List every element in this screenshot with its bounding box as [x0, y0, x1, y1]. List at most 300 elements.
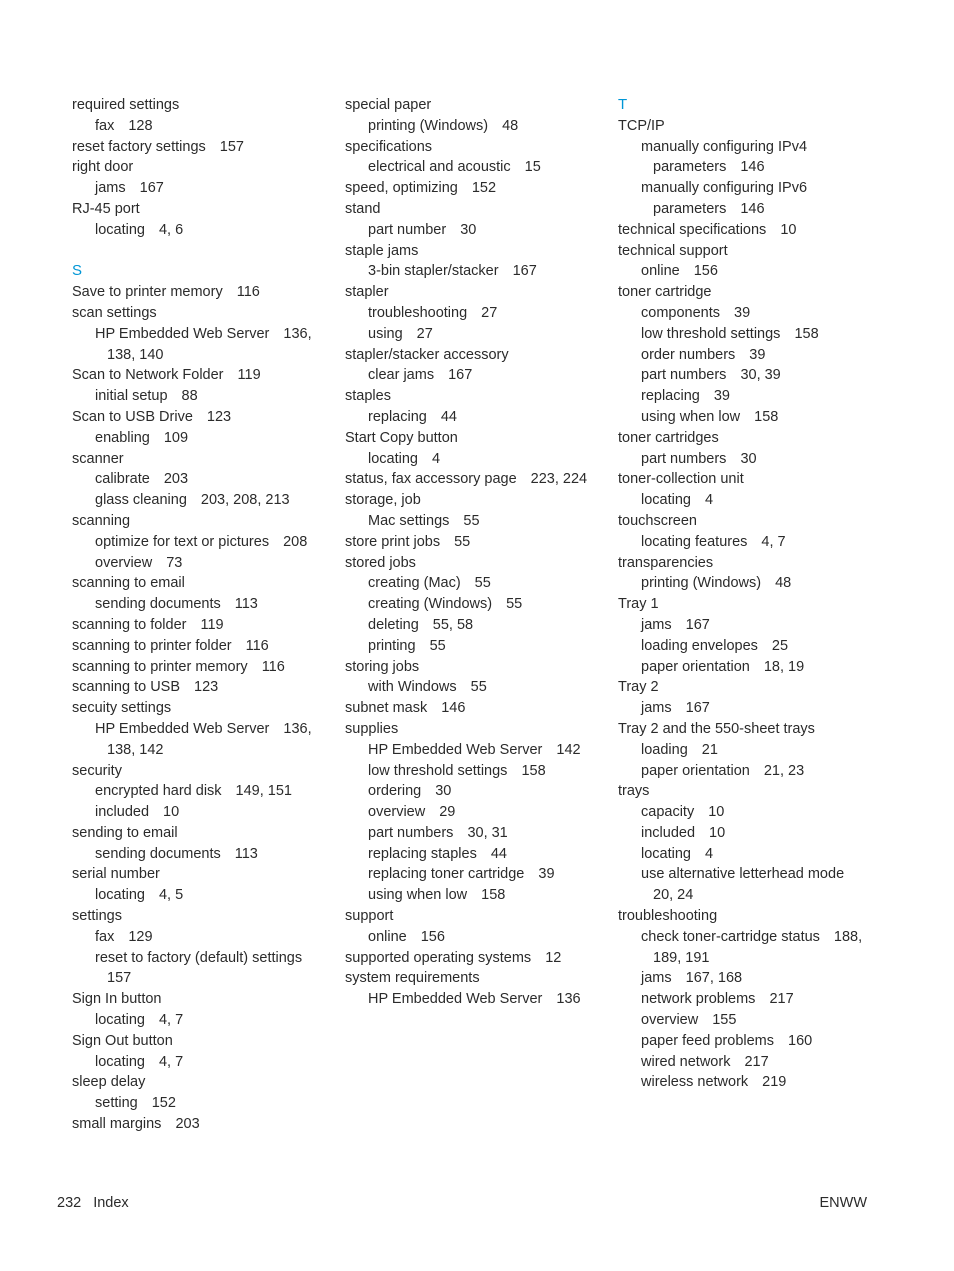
- index-page-ref: 128: [128, 117, 153, 134]
- index-entry: [345, 178, 605, 199]
- index-term: troubleshooting: [368, 304, 468, 321]
- index-page-ref: 4: [704, 845, 714, 862]
- index-page-ref: 167: [685, 700, 710, 717]
- index-entry: [345, 428, 605, 449]
- index-entry: [72, 1072, 332, 1093]
- section-label: Index: [93, 1195, 129, 1211]
- index-term: Start Copy button: [345, 429, 458, 446]
- index-term: locating: [95, 887, 145, 904]
- index-term: locating: [95, 221, 145, 238]
- index-term: Mac settings: [368, 512, 450, 529]
- index-page-ref: 4, 7: [158, 1012, 184, 1029]
- index-page-ref: 55: [506, 596, 523, 613]
- index-page-ref: 188,: [833, 928, 863, 945]
- index-term: using: [368, 325, 403, 342]
- index-page-ref: 39: [538, 866, 555, 883]
- index-term: with Windows: [368, 679, 457, 696]
- index-term: security: [72, 762, 122, 779]
- index-page-ref: 142: [556, 741, 581, 758]
- index-term: jams: [641, 970, 672, 987]
- index-subentry: [345, 885, 605, 906]
- index-term: manually configuring IPv6: [641, 180, 808, 197]
- index-subentry: [618, 927, 878, 948]
- index-term: sending documents: [95, 596, 221, 613]
- index-term: part numbers: [368, 824, 454, 841]
- index-subentry: [345, 573, 605, 594]
- index-spacer: [72, 241, 332, 262]
- index-page-ref: 136: [556, 991, 581, 1008]
- index-term: printing (Windows): [641, 575, 762, 592]
- index-subentry: [618, 261, 878, 282]
- index-page-ref: 149, 151: [235, 783, 292, 800]
- index-subentry: [345, 615, 605, 636]
- index-page-ref: 167: [512, 263, 537, 280]
- index-term: Save to printer memory: [72, 284, 223, 301]
- index-term: HP Embedded Web Server: [368, 991, 543, 1008]
- index-term: overview: [368, 804, 426, 821]
- index-entry: [72, 698, 332, 719]
- index-page-ref: 158: [754, 408, 779, 425]
- index-entry: [618, 241, 878, 262]
- index-entry: [345, 345, 605, 366]
- index-subentry: [72, 927, 332, 948]
- index-continuation: [618, 199, 878, 220]
- index-subentry: [345, 989, 605, 1010]
- index-term: transparencies: [618, 554, 714, 571]
- index-term: toner cartridge: [618, 284, 712, 301]
- index-page-ref: 152: [471, 180, 497, 197]
- index-term: HP Embedded Web Server: [368, 741, 543, 758]
- index-subentry: [345, 594, 605, 615]
- index-term: paper feed problems: [641, 1032, 774, 1049]
- index-term: manually configuring IPv4: [641, 138, 808, 155]
- index-entry: [72, 137, 332, 158]
- index-term: specifications: [345, 138, 433, 155]
- index-page-ref: 27: [481, 304, 498, 321]
- index-term: locating: [368, 450, 418, 467]
- index-entry: [345, 698, 605, 719]
- index-page-ref: 10: [780, 221, 797, 238]
- index-page-ref: 123: [194, 679, 219, 696]
- index-subentry: [72, 386, 332, 407]
- index-term: 138, 140: [107, 346, 164, 363]
- index-subentry: [345, 511, 605, 532]
- index-continuation: [72, 345, 332, 366]
- index-term: scan settings: [72, 304, 157, 321]
- index-continuation: [72, 968, 332, 989]
- index-term: scanning: [72, 512, 131, 529]
- index-page-ref: 10: [163, 804, 180, 821]
- index-term: replacing toner cartridge: [368, 866, 525, 883]
- index-term: technical specifications: [618, 221, 767, 238]
- index-term: stapler: [345, 284, 389, 301]
- index-term: locating: [95, 1053, 145, 1070]
- index-subentry: [72, 178, 332, 199]
- index-term: locating: [641, 845, 691, 862]
- index-term: required settings: [72, 97, 180, 113]
- index-term: loading envelopes: [641, 637, 758, 654]
- index-page-ref: 55, 58: [432, 616, 474, 633]
- index-entry: [72, 906, 332, 927]
- index-subentry: [618, 657, 878, 678]
- index-subentry: [618, 532, 878, 553]
- index-page-ref: 4, 7: [158, 1053, 184, 1070]
- index-term: capacity: [641, 804, 695, 821]
- index-entry: [345, 719, 605, 740]
- index-subentry: [618, 864, 878, 885]
- index-subentry: [345, 844, 605, 865]
- index-term: ordering: [368, 783, 422, 800]
- index-term: technical support: [618, 242, 728, 259]
- index-term: replacing staples: [368, 845, 477, 862]
- index-term: paper orientation: [641, 762, 750, 779]
- page-number: 232: [57, 1195, 82, 1211]
- index-subentry: [345, 823, 605, 844]
- index-entry: [345, 386, 605, 407]
- index-term: staple jams: [345, 242, 419, 259]
- index-continuation: [618, 157, 878, 178]
- index-page-ref: 203: [175, 1116, 200, 1133]
- index-term: reset to factory (default) settings: [95, 949, 303, 966]
- index-page-ref: 10: [708, 804, 725, 821]
- index-subentry: [345, 324, 605, 345]
- index-term: special paper: [345, 97, 432, 113]
- index-page-ref: 27: [416, 325, 433, 342]
- index-entry: [345, 906, 605, 927]
- index-page-ref: 21, 23: [763, 762, 805, 779]
- index-page-ref: 39: [734, 304, 751, 321]
- index-entry: [618, 906, 878, 927]
- index-page-ref: 156: [693, 263, 718, 280]
- index-term: storing jobs: [345, 658, 420, 675]
- index-page-ref: 4, 5: [158, 887, 184, 904]
- index-term: supplies: [345, 720, 399, 737]
- index-entry: [72, 303, 332, 324]
- index-term: RJ-45 port: [72, 200, 140, 217]
- index-subentry: [345, 636, 605, 657]
- index-subentry: [72, 324, 332, 345]
- index-page-ref: 219: [762, 1074, 787, 1091]
- index-term: online: [641, 263, 680, 280]
- index-entry: [618, 116, 878, 137]
- index-term: low threshold settings: [368, 762, 508, 779]
- index-subentry: [618, 1072, 878, 1093]
- index-term: wired network: [641, 1053, 731, 1070]
- index-term: included: [95, 804, 150, 821]
- index-subentry: [72, 532, 332, 553]
- index-page-ref: 44: [440, 408, 457, 425]
- index-page-ref: 223, 224: [530, 471, 588, 488]
- index-subentry: [618, 761, 878, 782]
- index-subentry: [618, 303, 878, 324]
- index-entry: [618, 469, 878, 490]
- index-entry: [345, 95, 605, 116]
- index-subentry: [72, 116, 332, 137]
- index-page-ref: 116: [245, 637, 269, 654]
- index-page-ref: 18, 19: [763, 658, 805, 675]
- index-page-ref: 39: [713, 388, 730, 405]
- index-continuation: [618, 885, 878, 906]
- index-page-ref: 30: [435, 783, 452, 800]
- index-entry: [345, 282, 605, 303]
- footer-right: [819, 1193, 867, 1213]
- index-term: serial number: [72, 866, 160, 883]
- index-term: encrypted hard disk: [95, 783, 222, 800]
- index-term: network problems: [641, 991, 756, 1008]
- index-page-ref: 208: [283, 533, 308, 550]
- index-term: scanner: [72, 450, 124, 467]
- index-entry: [345, 137, 605, 158]
- index-page-ref: 152: [151, 1095, 176, 1112]
- index-term: system requirements: [345, 970, 480, 987]
- index-page-ref: 73: [166, 554, 183, 571]
- index-term: Sign Out button: [72, 1032, 173, 1049]
- index-subentry: [72, 553, 332, 574]
- index-letter-heading: S: [72, 262, 83, 280]
- index-page-ref: 158: [481, 887, 506, 904]
- index-term: stored jobs: [345, 554, 416, 571]
- index-term: 157: [107, 970, 132, 987]
- index-term: parameters: [653, 159, 727, 176]
- index-term: using when low: [368, 887, 468, 904]
- index-subentry: [72, 781, 332, 802]
- index-subentry: [72, 220, 332, 241]
- index-page-ref: 146: [441, 700, 466, 717]
- index-entry: [72, 95, 332, 116]
- index-term: parameters: [653, 200, 727, 217]
- index-entry: [618, 511, 878, 532]
- index-entry: [72, 407, 332, 428]
- index-entry: [72, 282, 332, 303]
- index-page-ref: 158: [794, 325, 819, 342]
- index-subentry: [618, 740, 878, 761]
- index-page-ref: 48: [775, 575, 792, 592]
- footer-left: [57, 1193, 129, 1213]
- index-term: online: [368, 928, 407, 945]
- index-page-ref: 109: [163, 429, 189, 446]
- index-subentry: [618, 844, 878, 865]
- index-term: supported operating systems: [345, 949, 532, 966]
- index-term: electrical and acoustic: [368, 159, 511, 176]
- index-term: locating: [95, 1012, 145, 1029]
- index-entry: [72, 1031, 332, 1052]
- index-page-ref: 146: [740, 200, 765, 217]
- index-entry: [72, 657, 332, 678]
- index-entry: [72, 573, 332, 594]
- index-term: Scan to Network Folder: [72, 367, 224, 384]
- index-subentry: [618, 1010, 878, 1031]
- index-subentry: [345, 261, 605, 282]
- index-subentry: [72, 1010, 332, 1031]
- index-page-ref: 155: [712, 1012, 737, 1029]
- index-entry: [345, 490, 605, 511]
- index-subentry: [345, 802, 605, 823]
- index-page-ref: 48: [502, 117, 519, 134]
- index-term: toner cartridges: [618, 429, 719, 446]
- index-term: 20, 24: [653, 887, 694, 904]
- index-term: jams: [641, 616, 672, 633]
- index-term: low threshold settings: [641, 325, 781, 342]
- index-term: creating (Windows): [368, 596, 493, 613]
- index-subentry: [345, 864, 605, 885]
- index-page-ref: 30: [460, 221, 477, 238]
- index-page-ref: 4, 6: [158, 221, 184, 238]
- index-page-ref: 129: [128, 928, 153, 945]
- index-entry: [72, 511, 332, 532]
- index-term: included: [641, 824, 696, 841]
- locale-code: ENWW: [819, 1195, 867, 1211]
- index-term: overview: [641, 1012, 699, 1029]
- index-term: staples: [345, 388, 391, 405]
- index-term: scanning to email: [72, 575, 185, 592]
- index-term: Scan to USB Drive: [72, 408, 193, 425]
- index-term: 189, 191: [653, 949, 710, 966]
- index-subentry: [345, 781, 605, 802]
- index-entry: [72, 761, 332, 782]
- index-subentry: [618, 407, 878, 428]
- index-continuation: [618, 948, 878, 969]
- index-subentry: [72, 719, 332, 740]
- index-subentry: [72, 802, 332, 823]
- index-term: creating (Mac): [368, 575, 461, 592]
- index-entry: [618, 553, 878, 574]
- index-term: printing: [368, 637, 416, 654]
- index-term: components: [641, 304, 720, 321]
- index-page-ref: 113: [234, 596, 258, 613]
- index-subentry: [72, 1052, 332, 1073]
- index-term: overview: [95, 554, 153, 571]
- index-term: clear jams: [368, 367, 435, 384]
- index-subentry: [345, 157, 605, 178]
- index-entry: [618, 677, 878, 698]
- index-term: scanning to folder: [72, 616, 187, 633]
- index-term: deleting: [368, 616, 419, 633]
- index-term: scanning to USB: [72, 679, 181, 696]
- index-term: reset factory settings: [72, 138, 206, 155]
- index-entry: [345, 553, 605, 574]
- index-subentry: [345, 365, 605, 386]
- index-term: TCP/IP: [618, 117, 665, 134]
- index-entry: [618, 282, 878, 303]
- index-page-ref: 119: [200, 616, 224, 633]
- index-page-ref: 203, 208, 213: [200, 492, 290, 509]
- index-page-ref: 88: [181, 388, 198, 405]
- index-page-ref: 29: [439, 804, 456, 821]
- index-column-1: [72, 95, 332, 1135]
- index-term: 138, 142: [107, 741, 164, 758]
- index-page-ref: 4: [704, 492, 714, 509]
- index-term: jams: [641, 700, 672, 717]
- index-entry: [72, 365, 332, 386]
- index-column-3: [618, 95, 878, 1093]
- index-term: sleep delay: [72, 1074, 146, 1091]
- index-entry: [345, 199, 605, 220]
- index-page-ref: 217: [744, 1053, 769, 1070]
- index-term: optimize for text or pictures: [95, 533, 270, 550]
- index-page-ref: 156: [420, 928, 445, 945]
- index-subentry: [72, 594, 332, 615]
- index-entry: [618, 781, 878, 802]
- index-page-ref: 167: [685, 616, 710, 633]
- index-page-ref: 146: [740, 159, 765, 176]
- index-term: locating: [641, 492, 691, 509]
- index-term: settings: [72, 908, 122, 925]
- index-term: using when low: [641, 408, 741, 425]
- index-term: status, fax accessory page: [345, 471, 517, 488]
- index-subentry: [72, 948, 332, 969]
- index-page-ref: 167, 168: [685, 970, 743, 987]
- index-subentry: [618, 698, 878, 719]
- index-page-ref: 4: [431, 450, 441, 467]
- index-subentry: [618, 989, 878, 1010]
- index-entry: [345, 532, 605, 553]
- index-page-ref: 55: [470, 679, 487, 696]
- index-subentry: [618, 573, 878, 594]
- index-page-ref: 10: [709, 824, 726, 841]
- index-term: part numbers: [641, 450, 727, 467]
- index-term: 3-bin stapler/stacker: [368, 263, 499, 280]
- index-subentry: [618, 1052, 878, 1073]
- index-subentry: [345, 303, 605, 324]
- index-term: wireless network: [641, 1074, 749, 1091]
- index-entry: [72, 989, 332, 1010]
- index-entry: [345, 948, 605, 969]
- index-entry: [72, 615, 332, 636]
- index-subentry: [618, 968, 878, 989]
- index-page-ref: 30: [740, 450, 757, 467]
- index-term: initial setup: [95, 388, 168, 405]
- index-term: Tray 2: [618, 679, 659, 696]
- index-term: stand: [345, 200, 381, 217]
- index-subentry: [345, 740, 605, 761]
- index-term: replacing: [641, 388, 700, 405]
- index-page-ref: 123: [206, 408, 232, 425]
- index-subentry: [345, 677, 605, 698]
- index-term: right door: [72, 159, 134, 176]
- index-subentry: [618, 636, 878, 657]
- index-subentry: [345, 220, 605, 241]
- index-term: support: [345, 908, 394, 925]
- index-page-ref: 55: [429, 637, 446, 654]
- index-column-2: [345, 95, 605, 1010]
- index-page-ref: 158: [521, 762, 546, 779]
- index-subentry: [72, 490, 332, 511]
- index-page-ref: 55: [474, 575, 491, 592]
- index-term: glass cleaning: [95, 492, 187, 509]
- index-page-ref: 39: [749, 346, 766, 363]
- index-subentry: [618, 490, 878, 511]
- index-entry: [345, 469, 605, 490]
- index-subentry: [618, 449, 878, 470]
- index-term: scanning to printer memory: [72, 658, 248, 675]
- index-page-ref: 4, 7: [761, 533, 786, 550]
- index-entry: [618, 428, 878, 449]
- index-entry: [618, 719, 878, 740]
- index-entry: [72, 823, 332, 844]
- index-term: part number: [368, 221, 447, 238]
- index-subentry: [345, 761, 605, 782]
- index-page-ref: 44: [490, 845, 507, 862]
- index-term: sending to email: [72, 824, 178, 841]
- index-term: paper orientation: [641, 658, 750, 675]
- index-term: replacing: [368, 408, 427, 425]
- index-page-ref: 119: [237, 367, 261, 384]
- index-subentry: [618, 386, 878, 407]
- index-subentry: [72, 1093, 332, 1114]
- index-entry: [618, 220, 878, 241]
- index-term: speed, optimizing: [345, 180, 458, 197]
- index-subentry: [72, 885, 332, 906]
